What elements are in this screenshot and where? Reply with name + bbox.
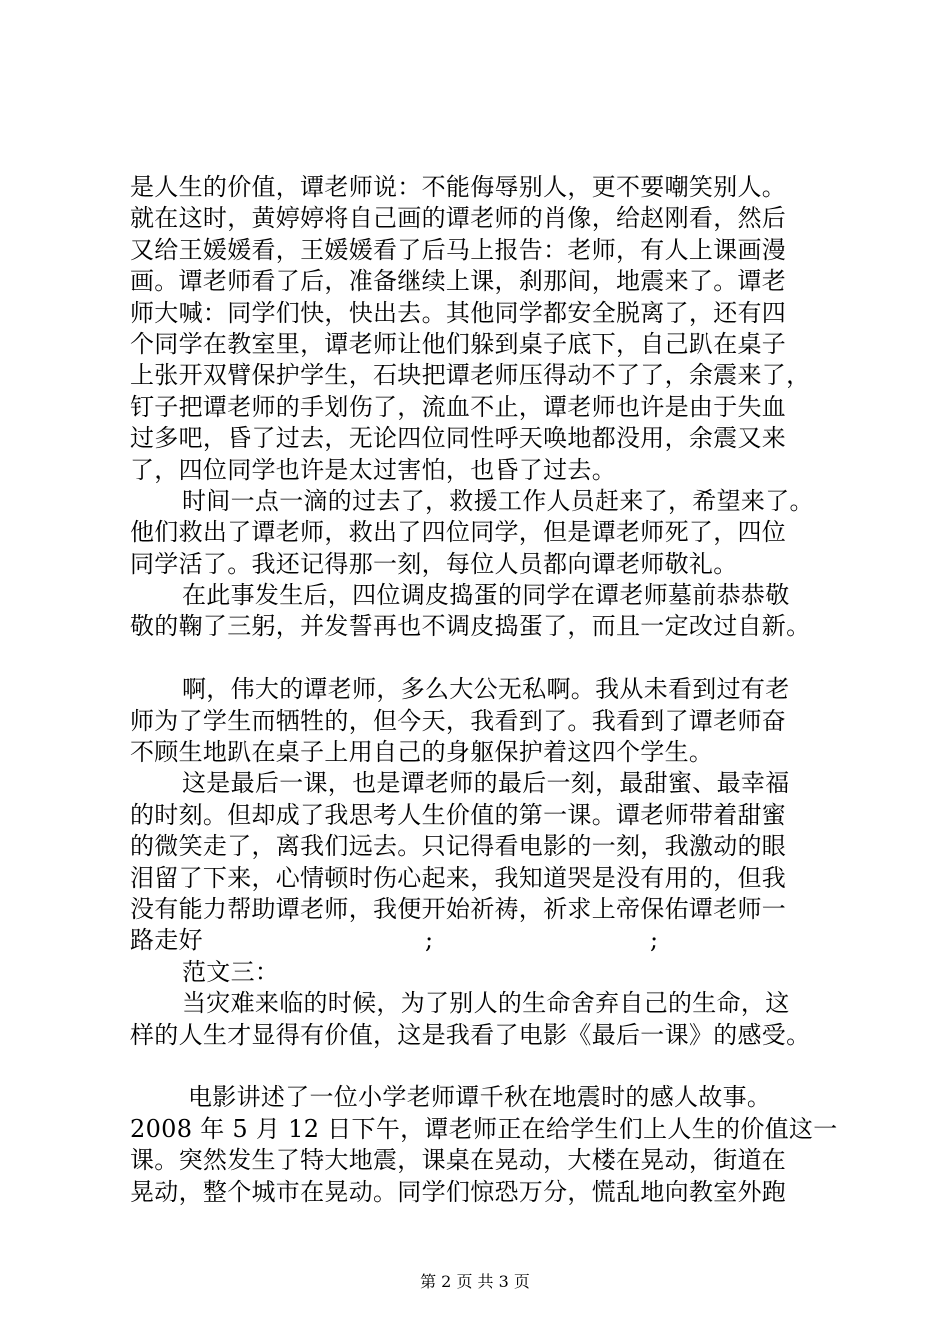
paragraph-5 — [130, 768, 830, 956]
text-line-last — [130, 925, 830, 956]
text-line: 同学活了。我还记得那一刻，每位人员都向谭老师敬礼。 — [130, 549, 738, 578]
text-line: 个同学在教室里，谭老师让他们躲到桌子底下，自己趴在桌子 — [130, 329, 787, 358]
text-line: 钉子把谭老师的手划伤了，流血不止，谭老师也许是由于失血 — [130, 392, 787, 421]
text-line: 过多吧，昏了过去，无论四位同性呼天唤地都没用，余震又来 — [130, 424, 787, 453]
text-line: 的微笑走了，离我们远去。只记得看电影的一刻，我激动的眼 — [130, 832, 787, 861]
blank-line — [130, 643, 830, 674]
text-line: 晃动，整个城市在晃动。同学们惊恐万分，慌乱地向教室外跑 — [130, 1177, 787, 1206]
paragraph-1 — [130, 172, 830, 486]
text-line: 上张开双臂保护学生，石块把谭老师压得动不了了，余震来了， — [130, 361, 811, 390]
text-line: 2008 年 5 月 12 日下午，谭老师正在给学生们上人生的价值这一 — [130, 1114, 838, 1143]
text-line: 画。谭老师看了后，准备继续上课，刹那间，地震来了。谭老 — [130, 267, 787, 296]
text-line: 泪留了下来，心情顿时伤心起来，我知道哭是没有用的，但我 — [130, 863, 787, 892]
paragraph-4 — [130, 674, 830, 768]
text-line: 师大喊：同学们快，快出去。其他同学都安全脱离了，还有四 — [130, 298, 787, 327]
text-line: 又给王媛媛看，王媛媛看了后马上报告：老师，有人上课画漫 — [130, 235, 787, 264]
text-line: 电影讲述了一位小学老师谭千秋在地震时的感人故事。 — [188, 1083, 772, 1112]
text-line: 这是最后一课，也是谭老师的最后一刻，最甜蜜、最幸福 — [182, 769, 790, 798]
paragraph-3 — [130, 580, 830, 643]
text-line: 了，四位同学也许是太过害怕，也昏了过去。 — [130, 455, 616, 484]
paragraph-2 — [130, 486, 830, 580]
blank-line — [130, 1051, 830, 1082]
text-line: 在此事发生后，四位调皮捣蛋的同学在谭老师墓前恭恭敬 — [182, 581, 790, 610]
text-line: 他们救出了谭老师，救出了四位同学，但是谭老师死了，四位 — [130, 518, 787, 547]
text-line: 啊，伟大的谭老师，多么大公无私啊。我从未看到过有老 — [182, 675, 790, 704]
paragraph-7 — [130, 1082, 838, 1208]
text-line: 当灾难来临的时候，为了别人的生命舍弃自己的生命，这 — [182, 989, 790, 1018]
document-body — [130, 172, 838, 1208]
text-line: 课。突然发生了特大地震，课桌在晃动，大楼在晃动，街道在 — [130, 1146, 787, 1175]
text-line: 就在这时，黄婷婷将自己画的谭老师的肖像，给赵刚看，然后 — [130, 204, 787, 233]
text-line: 没有能力帮助谭老师，我便开始祈祷，祈求上帝保佑谭老师一 — [130, 894, 787, 923]
semicolon-mark: ; — [425, 926, 434, 955]
semicolon-mark: ; — [650, 926, 659, 955]
section-heading: 范文三： — [182, 957, 280, 986]
text-fragment: 路走好 — [130, 926, 203, 955]
text-line: 的时刻。但却成了我思考人生价值的第一课。谭老师带着甜蜜 — [130, 800, 787, 829]
text-line: 时间一点一滴的过去了，救援工作人员赶来了，希望来了。 — [182, 486, 814, 515]
paragraph-6 — [130, 988, 830, 1051]
page-footer: 第 2 页 共 3 页 — [420, 1272, 530, 1291]
text-line: 样的人生才显得有价值，这是我看了电影《最后一课》的感受。 — [130, 1020, 811, 1049]
text-line: 敬的鞠了三躬，并发誓再也不调皮捣蛋了，而且一定改过自新。 — [130, 612, 811, 641]
text-line: 是人生的价值，谭老师说：不能侮辱别人，更不要嘲笑别人。 — [130, 173, 787, 201]
text-line: 不顾生地趴在桌子上用自己的身躯保护着这四个学生。 — [130, 738, 714, 767]
text-line: 师为了学生而牺牲的，但今天，我看到了。我看到了谭老师奋 — [130, 706, 787, 735]
